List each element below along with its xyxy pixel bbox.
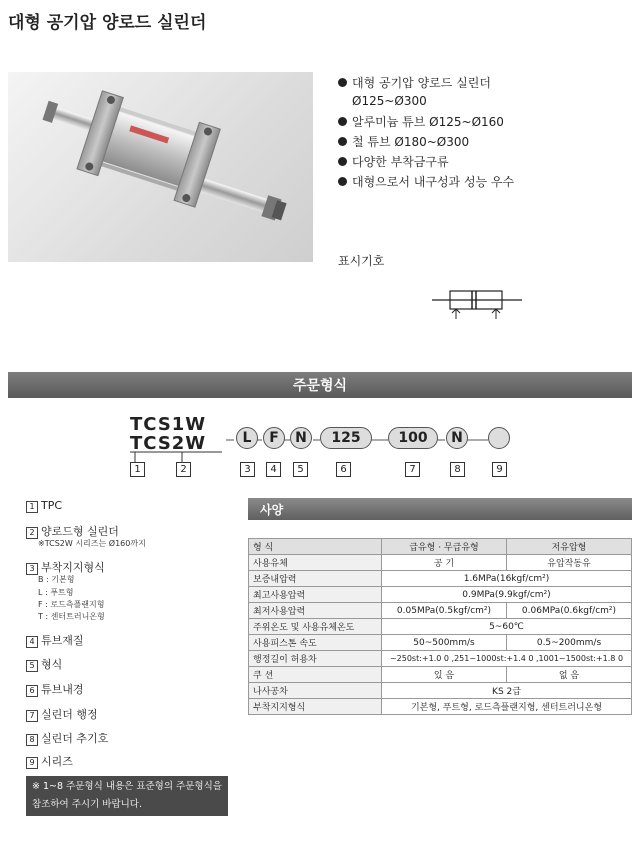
order-code-mount: L — [236, 427, 258, 449]
table-cell: 기본형, 푸트형, 로드측플랜지형, 센터트러니온형 — [382, 699, 632, 715]
table-cell: 유압작동유 — [506, 555, 631, 571]
position-number: 1 — [130, 462, 145, 477]
table-cell: 0.9MPa(9.9kgf/cm²) — [382, 587, 632, 603]
order-note-line: ※ 1~8 주문형식 내용은 표준형의 주문형식을 — [32, 781, 222, 792]
cylinder-symbol-icon — [432, 283, 522, 323]
bullet-icon — [338, 137, 347, 146]
legend-item: 8 실린더 추기호 — [26, 730, 108, 746]
table-cell: KS 2급 — [382, 683, 632, 699]
bullet-icon — [338, 117, 347, 126]
table-cell: 0.5~200mm/s — [506, 635, 631, 651]
position-number: 3 — [240, 462, 255, 477]
table-cell: 있 음 — [382, 667, 507, 683]
table-row — [249, 635, 632, 651]
feature-subtext: Ø125~Ø300 — [352, 94, 427, 108]
order-code-type: N — [290, 427, 312, 449]
table-cell: 사용유체 — [249, 555, 382, 571]
table-cell: 1.6MPa(16kgf/cm²) — [382, 571, 632, 587]
feature-item: 철 튜브 Ø180~Ø300 — [338, 133, 469, 150]
table-cell: ~250st:+1.0 0 ,251~1000st:+1.4 0 ,1001~1500st:+1.8 0 — [382, 651, 632, 667]
table-cell: 나사공차 — [249, 683, 382, 699]
order-note — [26, 776, 228, 816]
legend-sub-item: T : 센터트러니온형 — [38, 612, 105, 621]
table-cell: 행정길이 허용차 — [249, 651, 382, 667]
table-cell: 없 음 — [506, 667, 631, 683]
table-cell: 공 기 — [382, 555, 507, 571]
feature-item: 대형 공기압 양로드 실린더 — [338, 74, 491, 91]
table-cell: 사용피스톤 속도 — [249, 635, 382, 651]
product-photo — [8, 72, 313, 262]
order-code-tube: F — [263, 427, 285, 449]
table-cell: 최저사용압력 — [249, 603, 382, 619]
legend-sub-item: L : 푸트형 — [38, 588, 74, 597]
table-row — [249, 683, 632, 699]
legend-item: 7 실린더 행정 — [26, 706, 98, 722]
table-row — [249, 571, 632, 587]
table-cell: 부착지지형식 — [249, 699, 382, 715]
page-title: 대형 공기압 양로드 실린더 — [8, 13, 207, 33]
model-code-2: TCS2W — [130, 433, 207, 454]
table-header-cell: 저유압형 — [506, 539, 631, 555]
table-cell: 0.05MPa(0.5kgf/cm²) — [382, 603, 507, 619]
position-number: 4 — [266, 462, 281, 477]
bullet-icon — [338, 157, 347, 166]
table-cell: 0.06MPa(0.6kgf/cm²) — [506, 603, 631, 619]
legend-sub-item: B : 기본형 — [38, 575, 75, 584]
order-form-title: 주문형식 — [292, 378, 348, 394]
table-cell: 보증내압력 — [249, 571, 382, 587]
table-cell: 주위온도 및 사용유체온도 — [249, 619, 382, 635]
feature-item: 알루미늄 튜브 Ø125~Ø160 — [338, 113, 504, 130]
table-row — [249, 619, 632, 635]
legend-item: 5 형식 — [26, 656, 62, 672]
order-code-series — [488, 427, 510, 449]
table-row — [249, 651, 632, 667]
legend-sub-item: F : 로드측플랜지형 — [38, 600, 105, 609]
symbol-label: 표시기호 — [338, 254, 385, 268]
table-header-cell: 급유형 · 무급유형 — [382, 539, 507, 555]
table-row — [249, 699, 632, 715]
position-number: 2 — [176, 462, 191, 477]
legend-note: ※TCS2W 시리즈는 Ø160까지 — [38, 539, 146, 548]
bullet-icon — [338, 78, 347, 87]
feature-item: 다양한 부착금구류 — [338, 153, 449, 170]
cylinder-illustration — [8, 72, 313, 262]
spec-title: 사양 — [260, 503, 284, 517]
table-cell: 최고사용압력 — [249, 587, 382, 603]
legend-item: 9 시리즈 — [26, 753, 73, 769]
legend-item: 6 튜브내경 — [26, 681, 84, 697]
position-number: 5 — [293, 462, 308, 477]
position-number: 8 — [450, 462, 465, 477]
order-form-header — [8, 372, 632, 398]
table-row — [249, 603, 632, 619]
table-cell: 쿠 션 — [249, 667, 382, 683]
table-cell: 50~500mm/s — [382, 635, 507, 651]
position-number: 9 — [492, 462, 507, 477]
position-number: 7 — [405, 462, 420, 477]
order-note-line: 참조하여 주시기 바랍니다. — [32, 799, 143, 810]
position-number: 6 — [336, 462, 351, 477]
bullet-icon — [338, 177, 347, 186]
table-header-row — [249, 539, 632, 555]
legend-item: 2 양로드형 실린더 — [26, 523, 119, 539]
table-row — [249, 555, 632, 571]
table-cell: 5~60℃ — [382, 619, 632, 635]
legend-item: 1 TPC — [26, 499, 62, 513]
model-code-1: TCS1W — [130, 414, 207, 435]
legend-item: 3 부착지지형식 — [26, 559, 105, 575]
order-code-bore: 125 — [320, 427, 372, 449]
table-header-cell: 형 식 — [249, 539, 382, 555]
feature-item: 대형으로서 내구성과 성능 우수 — [338, 173, 514, 190]
order-code-extra: N — [446, 427, 468, 449]
spec-table — [248, 538, 632, 715]
table-row — [249, 667, 632, 683]
table-row — [249, 587, 632, 603]
order-code-stroke: 100 — [388, 427, 438, 449]
spec-header — [248, 498, 632, 520]
legend-item: 4 튜브재질 — [26, 632, 84, 648]
